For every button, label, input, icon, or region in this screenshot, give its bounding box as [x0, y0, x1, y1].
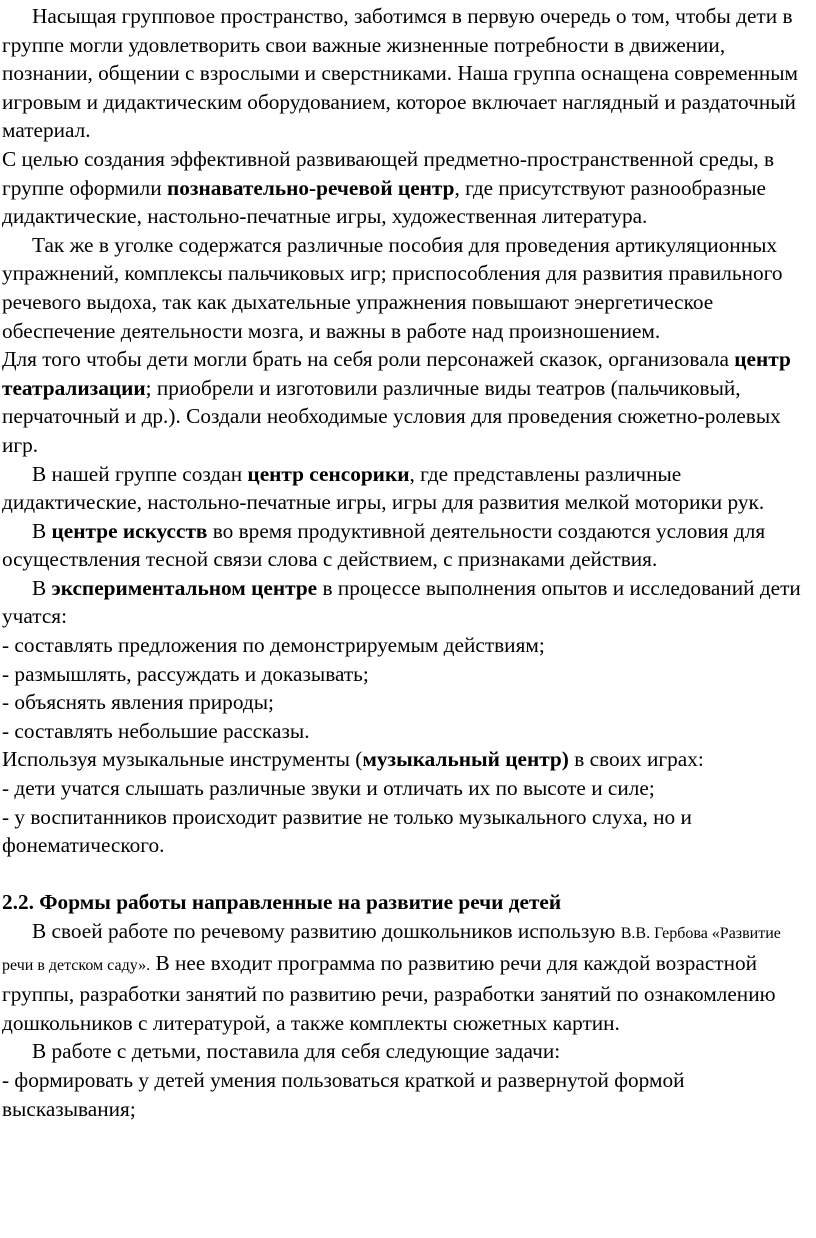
- paragraph-intro: Насыщая групповое пространство, заботимся в первую очередь о том, чтобы дети в группе могли удовлетворить свои важные жизненные потребности в движении, познании, общении с взрослыми и сверстниками. Наша группа оснащена современным игровым и дидактическим оборудованием, которое включает наглядный и раздаточный материал.: [2, 4, 799, 143]
- paragraph-speech-center: [2, 145, 812, 231]
- sensory-center-text-before: В нашей группе создан: [32, 461, 248, 486]
- section-heading: 2.2. Формы работы направленные на развитие речи детей: [2, 890, 562, 915]
- list-item: - объяснять явления природы;: [2, 690, 274, 715]
- speech-center-text-after: , где присутствуют разнообразные дидактические, настольно-печатные игры, художественная литература.: [2, 175, 766, 229]
- paragraph-method-reference: [2, 917, 812, 1037]
- list-item: - составлять предложения по демонстрируемым действиям;: [2, 633, 545, 658]
- spacer: [2, 860, 812, 889]
- document-page: [2, 2, 812, 1123]
- speech-center-text-before: С целью создания эффективной развивающей предметно-пространственной среды, в группе оформили: [2, 146, 775, 200]
- experiment-center-name: экспериментальном центре: [51, 575, 318, 600]
- paragraph-corner-materials: Так же в уголке содержатся различные пособия для проведения артикуляционных упражнений, комплексы пальчиковых игр; приспособления для развития правильного речевого выдоха, так как дыхательные упражнения повышают энергетическое обеспечение деятельности мозга, и важны в работе над произношением.: [2, 232, 783, 343]
- experiment-center-text-after: в процессе выполнения опытов и исследований дети учатся:: [2, 575, 801, 629]
- speech-center-name: познавательно-речевой центр: [166, 175, 455, 200]
- art-center-name: центре искусств: [51, 518, 208, 543]
- art-center-text-before: В: [32, 518, 52, 543]
- list-item: - дети учатся слышать различные звуки и отличать их по высоте и силе;: [2, 776, 655, 801]
- music-center-text-before: Используя музыкальные инструменты (: [2, 747, 363, 772]
- theatre-center-name: центр театрализации: [2, 347, 791, 400]
- theatre-center-text-before: Для того чтобы дети могли брать на себя роли персонажей сказок, организовала: [2, 347, 735, 372]
- sensory-center-text-after: , где представлены различные дидактические, настольно-печатные игры, игры для развития мелкой моторики рук.: [2, 461, 765, 515]
- paragraph-experiment-center: [2, 574, 812, 631]
- experiment-center-text-before: В: [32, 575, 52, 600]
- book-reference: В.В. Гербова «Развитие речи в детском саду».: [2, 925, 781, 974]
- music-center-text-after: в своих играх:: [568, 747, 704, 772]
- list-item: - формировать у детей умения пользоваться краткой и развернутой формой высказывания;: [2, 1067, 685, 1121]
- paragraph-art-center: [2, 517, 812, 574]
- theatre-center-text-after: ; приобрели и изготовили различные виды театров (пальчиковый, перчаточный и др.). Создали необходимые условия для проведения сюжетно-ролевых игр.: [2, 375, 781, 457]
- art-center-text-after: во время продуктивной деятельности создаются условия для осуществления тесной связи слова с действием, с признаками действия.: [2, 518, 766, 572]
- paragraph-music-center: [2, 745, 812, 774]
- music-center-name: музыкальный центр): [362, 747, 569, 772]
- method-reference-text-before: В своей работе по речевому развитию дошкольников использую: [32, 919, 621, 943]
- list-item: - у воспитанников происходит развитие не только музыкального слуха, но и фонематического.: [2, 804, 692, 858]
- paragraph-sensory-center: [2, 460, 812, 517]
- method-reference-text-after: В нее входит программа по развитию речи для каждой возрастной группы, разработки занятий по развитию речи, разработки занятий по ознакомлению дошкольников с литературой, а также комплекты сюжетных картин.: [2, 950, 776, 1035]
- list-item: - составлять небольшие рассказы.: [2, 718, 310, 743]
- paragraph-tasks-intro: В работе с детьми, поставила для себя следующие задачи:: [32, 1039, 561, 1064]
- paragraph-theatre-center: [2, 345, 812, 459]
- sensory-center-name: центр сенсорики: [247, 461, 410, 486]
- list-item: - размышлять, рассуждать и доказывать;: [2, 661, 369, 686]
